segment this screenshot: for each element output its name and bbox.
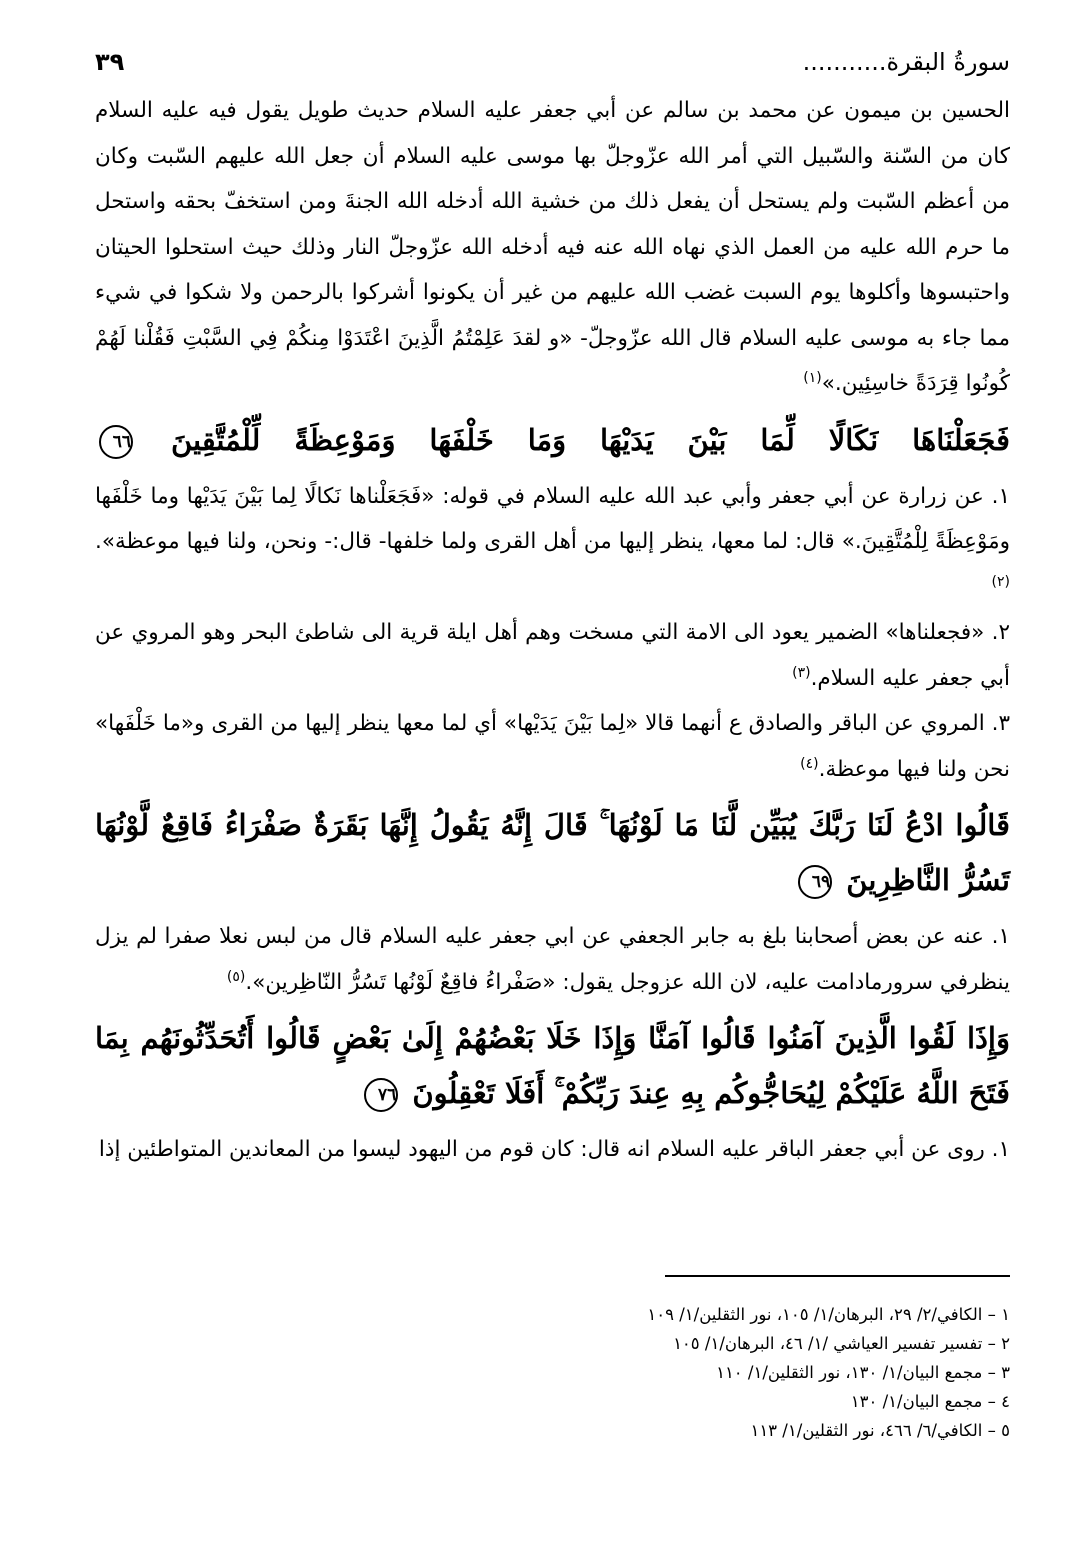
- footnote-ref: (٣): [792, 664, 811, 681]
- footnote-ref: (١): [803, 369, 822, 386]
- page-number: ٣٩: [95, 48, 125, 76]
- footnote-item: ٣ – مجمع البيان/١/ ١٣٠، نور الثقلين/١/ ١١٠: [716, 1363, 1010, 1382]
- footnote-separator: [665, 1275, 1010, 1277]
- ayah-number-marker: ٦٦: [99, 425, 133, 459]
- quran-verse-66: فَجَعَلْنَاهَا نَكَالًا لِّمَا بَيْنَ يَدَيْهَا وَمَا خَلْفَهَا وَمَوْعِظَةً لِّلْمُتَّقِينَ ٦٦: [95, 413, 1010, 468]
- footnote-item: ٥ – الكافي/٦/ ٤٦٦، نور الثقلين/١/ ١١٣: [750, 1421, 1010, 1440]
- ayah-number-marker: ٧٦: [364, 1078, 398, 1112]
- footnote-item: ٤ – مجمع البيان/١/ ١٣٠: [850, 1392, 1010, 1411]
- footnote-item: ١ – الكافي/٢/ ٢٩، البرهان/١/ ١٠٥، نور الثقلين/١/ ١٠٩: [647, 1305, 1010, 1324]
- quran-verse-76: وَإِذَا لَقُوا الَّذِينَ آمَنُوا قَالُوا آمَنَّا وَإِذَا خَلَا بَعْضُهُمْ إِلَىٰ بَعْضٍ قَالُوا أَتُحَدِّثُونَهُم بِمَا فَتَحَ اللَّهُ عَلَيْكُمْ لِيُحَاجُّوكُم بِهِ عِندَ رَبِّكُمْ ۚ أَفَلَا تَعْقِلُونَ ٧٦: [95, 1021, 1010, 1110]
- footnote-ref: (٥): [226, 968, 246, 985]
- commentary-paragraph: الحسين بن ميمون عن محمد بن سالم عن أبي جعفر عليه السلام حديث طويل يقول فيه عليه السلام كان من السّنة والسّبيل التي أمر الله عزّوجلّ بها موسى عليه السلام أن جعل الله عليهم السّبت وكان من أعظم السّبت ولم يستحل أن يفعل ذلك من خشية الله أدخله الله الجنةَ ومن استخفّ بحقه واستحل ما حرم الله عليه من العمل الذي نهاه الله عنه فيه أدخله الله عزّوجلّ النار وذلك حيث استحلوا الحيتان واحتبسوها وأكلوها يوم السبت غضب الله عليهم من غير أن يكونوا أشركوا بالرحمن ولا شكوا في شيء مما جاء به موسى عليه السلام قال الله عزّوجلّ- «و لقدَ عَلِمْتُمُ الَّذِينَ اعْتَدَوْا مِنكُمْ فِي السَّبْتِ فَقُلْنا لَهُمْ كُونُوا قِرَدَةً خاسِئِين.»$^{(١)}$: [95, 98, 1010, 396]
- header-title: سورةُ البقرة...........: [802, 48, 1010, 76]
- footnote-item: ٢ – تفسير تفسير العياشي /١/ ٤٦، البرهان/١/ ١٠٥: [673, 1334, 1010, 1353]
- footnote-ref: (٢): [991, 573, 1010, 590]
- footnote-ref: (٤): [800, 755, 819, 772]
- note-paragraph: ١. عن زرارة عن أبي جعفر وأبي عبد الله عليه السلام في قوله: «فَجَعَلْناها نَكالًا لِما بَيْنَ يَدَيْها وما خَلْفَها ومَوْعِظَةً لِلْمُتَّقِينَ.» قال: لما معها، ينظر إليها من أهل القرى ولما خلفها- قال:- ونحن، ولنا فيها موعظة».$^{(٢)}$: [95, 483, 1010, 590]
- running-header: [95, 48, 1010, 88]
- note-paragraph: ١. عنه عن بعض أصحابنا بلغ به جابر الجعفي عن ابي جعفر عليه السلام قال من لبس نعلا صفرا لم يزل ينظرفي سرورمادامت عليه، لان الله عزوجل يقول: «صَفْراءُ فاقِعٌ لَوْنُها تَسُرُّ النّاظِرين».$^{(٥)}$: [95, 924, 1010, 995]
- note-paragraph: ٢. «فجعلناها» الضمير يعود الى الامة التي مسخت وهم أهل ايلة قرية الى شاطئ البحر وهو المروي عن أبي جعفر عليه السلام.$^{(٣)}$: [95, 620, 1010, 691]
- note-paragraph: ١. روى عن أبي جعفر الباقر عليه السلام انه قال: كان قوم من اليهود ليسوا من المعاندين المتواطئين إذا: [98, 1137, 1010, 1162]
- footnote-list: [410, 1300, 1010, 1445]
- quran-verse-69: قَالُوا ادْعُ لَنَا رَبَّكَ يُبَيِّن لَّنَا مَا لَوْنُهَا ۚ قَالَ إِنَّهُ يَقُولُ إِنَّهَا بَقَرَةٌ صَفْرَاءُ فَاقِعٌ لَّوْنُهَا تَسُرُّ النَّاظِرِينَ ٦٩: [95, 808, 1010, 897]
- note-paragraph: ٣. المروي عن الباقر والصادق ع أنهما قالا «لِما بَيْنَ يَدَيْها» أي لما معها ينظر إليها من القرى و«ما خَلْفَها» نحن ولنا فيها موعظة.$^{(٤)}$: [95, 711, 1010, 782]
- document-page: [95, 48, 1010, 1508]
- ayah-number-marker: ٦٩: [798, 865, 832, 899]
